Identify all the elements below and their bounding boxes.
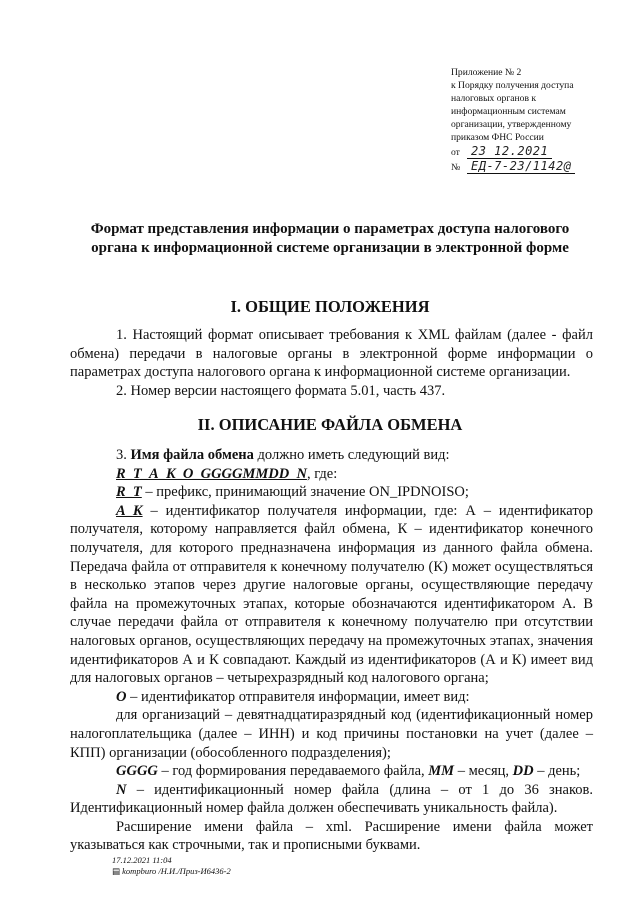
prefix-definition xyxy=(70,483,593,502)
mm-text: – месяц, xyxy=(454,763,513,780)
footer-timestamp: 17.12.2021 11:04 xyxy=(112,855,172,865)
gggg-code: GGGG xyxy=(116,763,158,780)
o-code: O xyxy=(116,688,127,705)
pattern-code: R_T_A_K_O_GGGGMMDD_N xyxy=(116,465,307,482)
document-icon: ▤ xyxy=(112,865,121,876)
dd-text: – день; xyxy=(533,763,581,780)
file-name-pattern xyxy=(70,465,593,484)
mm-code: MM xyxy=(428,763,455,780)
pattern-tail: , где: xyxy=(306,465,338,482)
paragraph-1: 1. Настоящий формат описывает требования к XML файлам (далее - файл обмена) передачи в налоговые органы в электронной форме информации о параметрах доступа налогового органа к информационной системе организации. xyxy=(70,327,593,381)
paragraph-3-text: должно иметь следующий вид: xyxy=(253,447,450,463)
section-2-heading: II. ОПИСАНИЕ ФАЙЛА ОБМЕНА xyxy=(197,415,463,434)
appendix-line: организации, утвержденному xyxy=(451,119,572,130)
dd-code: DD xyxy=(512,763,534,780)
organization-code-definition: для организаций – девятнадцатиразрядный код (идентификационный номер налогоплательщика (далее – ИНН) и код причины постановки на учет (далее – КПП) организации (обособленного подразделения); xyxy=(70,707,593,761)
recipient-definition xyxy=(70,502,593,688)
gggg-text: – год формирования передаваемого файла, xyxy=(157,763,429,780)
paragraph-3-number: 3. xyxy=(116,447,131,463)
o-text: – идентификатор отправителя информации, имеет вид: xyxy=(126,688,470,705)
footer-path-text: kompburo /Н.И./Приз-И6436-2 xyxy=(122,865,231,876)
footer-path xyxy=(112,866,231,877)
section-1-heading: I. ОБЩИЕ ПОЛОЖЕНИЯ xyxy=(230,297,430,316)
rt-code: R_T xyxy=(116,484,142,501)
document-title: Формат представления информации о параметрах доступа налогового органа к информационной системе организации в электронной форме xyxy=(90,221,570,256)
id-definition xyxy=(70,781,593,818)
section-1-body xyxy=(70,326,593,400)
handwritten-date: 23 12.2021 xyxy=(467,145,552,159)
date-definition xyxy=(70,762,593,781)
date-label: от xyxy=(451,147,460,158)
appendix-block xyxy=(451,66,611,174)
file-name-term: Имя файла обмена xyxy=(130,447,254,463)
n-text: – идентификационный номер файла (длина – от 1 до 36 знаков. Идентификационный номер файла должен обеспечивать уникальность файла). xyxy=(70,781,593,817)
number-label: № xyxy=(451,162,461,173)
n-code: N xyxy=(116,781,127,798)
appendix-line: Приложение № 2 xyxy=(451,67,522,78)
appendix-line: приказом ФНС России xyxy=(451,132,544,143)
footer-stamp xyxy=(112,855,231,876)
paragraph-3 xyxy=(70,446,593,465)
appendix-line: к Порядку получения доступа xyxy=(451,80,574,91)
ak-code: A_K xyxy=(116,502,143,519)
extension-definition: Расширение имени файла – xml. Расширение имени файла может указываться как строчными, так и прописными буквами. xyxy=(70,818,593,854)
section-2-body xyxy=(70,446,593,855)
order-number-line xyxy=(451,159,611,174)
sender-definition xyxy=(70,688,593,707)
appendix-line: информационным системам xyxy=(451,106,566,117)
appendix-line: налоговых органов к xyxy=(451,93,537,104)
paragraph-2: 2. Номер версии настоящего формата 5.01, часть 437. xyxy=(116,382,446,399)
rt-text: – префикс, принимающий значение ON_IPDNOISO; xyxy=(141,484,469,501)
handwritten-number: ЕД-7-23/1142@ xyxy=(467,160,575,174)
ak-text: – идентификатор получателя информации, где: А – идентификатор получателя, которому направляется файл обмена, К – идентификатор конечного получателя, для которого предназначена информация из данного файла обмена. Передача файла от отправителя к конечному получателю (К) может осуществляться в несколько этапов через другие налоговые органы, осуществляющие передачу файла на промежуточных этапах, которые обозначаются идентификатором А. В случае передачи файла от отправителя к конечному получателю при отсутствии налоговых органов, осуществляющих передачу на промежуточных этапах, значения идентификаторов А и К совпадают. Каждый из идентификаторов (А и К) имеет вид для налоговых органов – четырехразрядный код налогового органа; xyxy=(70,502,593,687)
order-date-line xyxy=(451,144,611,159)
